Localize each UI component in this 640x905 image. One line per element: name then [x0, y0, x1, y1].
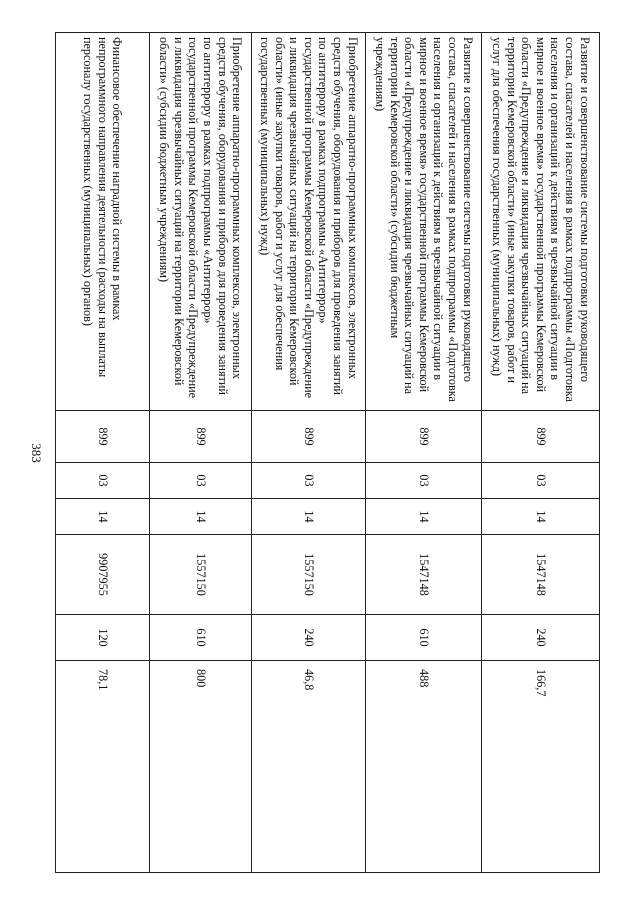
row-description: Приобретение аппаратно-программных комплексов, электронных средств обучения, оборудования и приборов для проведения занятий по антитеррору в рамках подпрограммы «Антитеррор» государственной программы Кемеровской области «Предупреждение и ликвидация чрезвычайных ситуаций на территории Кемеровской области» (субсидии бюджетным учреждениям)	[150, 33, 252, 411]
row-amount: 46,8	[252, 661, 366, 873]
row-section: 03	[56, 463, 150, 499]
row-description: Финансовое обеспечение наградной системы в рамках непрограммного направления деятельности (расходы на выплаты персоналу государственных (муниципальных) органов)	[56, 33, 150, 411]
budget-table-body	[56, 33, 600, 873]
row-description: Развитие и совершенствование системы подготовки руководящего состава, спасателей и населения в рамках подпрограммы «Подготовка населения и организаций к действиям в чрезвычайной ситуации в мирное и военное время» государственной программы Кемеровской области «Предупреждение и ликвидация чрезвычайных ситуаций на территории Кемеровской области» (иные закупки товаров, работ и услуг для обеспечения государственных (муниципальных) нужд)	[482, 33, 600, 411]
page-number: 383	[28, 443, 44, 463]
rotated-table-frame	[56, 32, 600, 872]
row-target-article: 9907955	[56, 535, 150, 615]
row-subsection: 14	[482, 499, 600, 535]
row-target-article: 1557150	[150, 535, 252, 615]
row-expense-type: 610	[366, 615, 482, 661]
budget-table	[55, 32, 600, 873]
budget-table-container	[56, 32, 600, 872]
row-amount: 78,1	[56, 661, 150, 873]
row-section: 03	[482, 463, 600, 499]
row-section: 03	[366, 463, 482, 499]
row-department-code: 899	[252, 411, 366, 463]
row-expense-type: 240	[482, 615, 600, 661]
row-section: 03	[150, 463, 252, 499]
row-amount: 488	[366, 661, 482, 873]
row-description: Развитие и совершенствование системы подготовки руководящего состава, спасателей и населения в рамках подпрограммы «Подготовка населения и организаций к действиям в чрезвычайной ситуации в мирное и военное время» государственной программы Кемеровской области «Предупреждение и ликвидация чрезвычайных ситуаций на территории Кемеровской области» (субсидии бюджетным учреждениям)	[366, 33, 482, 411]
row-description: Приобретение аппаратно-программных комплексов, электронных средств обучения, оборудования и приборов для проведения занятий по антитеррору в рамках подпрограммы «Антитеррор» государственной программы Кемеровской области «Предупреждение и ликвидация чрезвычайных ситуаций на территории Кемеровской области» (иные закупки товаров, работ и услуг для обеспечения государственных (муниципальных) нужд)	[252, 33, 366, 411]
row-target-article: 1547148	[366, 535, 482, 615]
row-expense-type: 240	[252, 615, 366, 661]
row-department-code: 899	[56, 411, 150, 463]
row-subsection: 14	[56, 499, 150, 535]
table-row	[366, 33, 482, 873]
table-row	[482, 33, 600, 873]
table-row	[150, 33, 252, 873]
row-subsection: 14	[252, 499, 366, 535]
row-section: 03	[252, 463, 366, 499]
row-target-article: 1557150	[252, 535, 366, 615]
row-expense-type: 120	[56, 615, 150, 661]
row-department-code: 899	[366, 411, 482, 463]
row-amount: 800	[150, 661, 252, 873]
table-row	[252, 33, 366, 873]
row-subsection: 14	[366, 499, 482, 535]
row-amount: 166,7	[482, 661, 600, 873]
table-row	[56, 33, 150, 873]
row-department-code: 899	[482, 411, 600, 463]
row-target-article: 1547148	[482, 535, 600, 615]
row-subsection: 14	[150, 499, 252, 535]
row-expense-type: 610	[150, 615, 252, 661]
row-department-code: 899	[150, 411, 252, 463]
